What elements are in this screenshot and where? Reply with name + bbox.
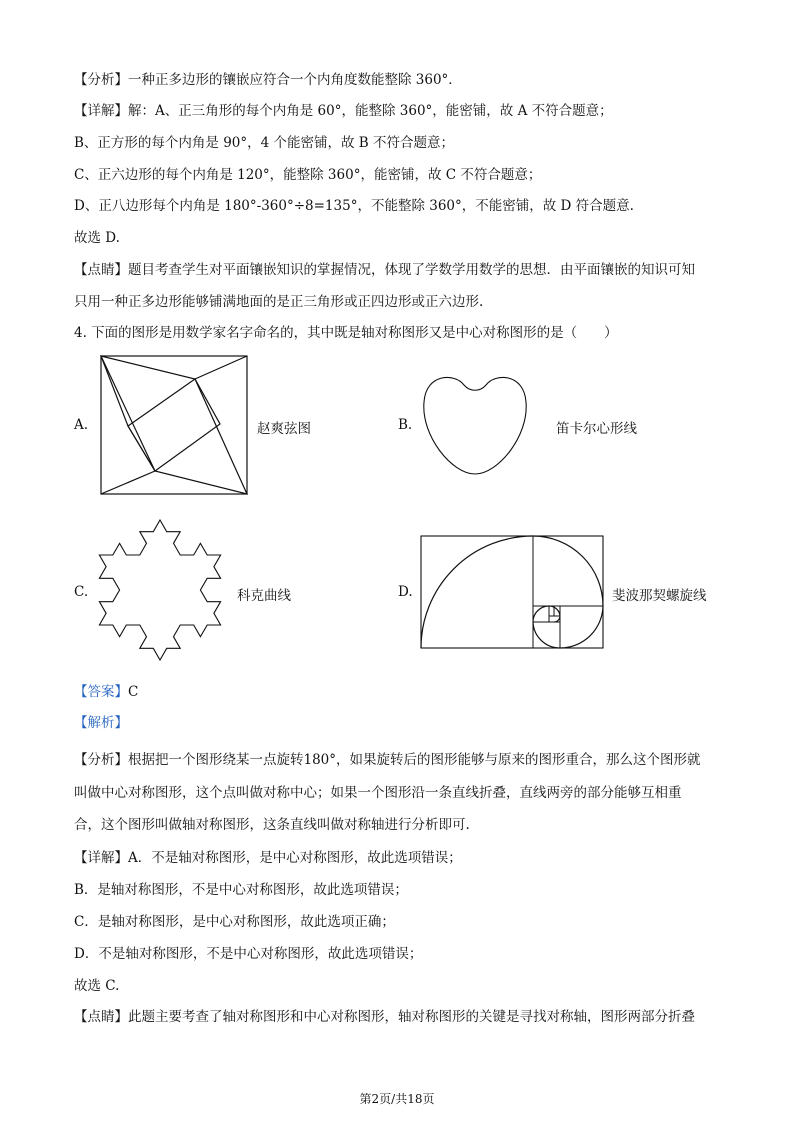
solution-choice: 故选 C. [74,978,120,994]
solution-analysis-1: 【分析】根据把一个图形绕某一点旋转180°，如果旋转后的图形能够与原来的图形重合，那么这个图形就 [74,752,701,768]
answer-tag: 【答案】 [74,684,128,700]
detail-line-d: D、正八边形每个内角是 180°-360°÷8=135°，不能整除 360°，不能密铺，故 D 符合题意. [74,198,634,214]
answer-value: C [128,684,139,700]
cardioid-figure [420,370,530,478]
option-b-name: 笛卡尔心形线 [556,421,637,437]
option-a-name: 赵爽弦图 [257,421,311,437]
fibonacci-spiral-figure [420,535,604,649]
option-b-label: B. [398,417,413,433]
option-c-label: C. [74,584,89,600]
zhao-shuang-figure [100,355,250,497]
detail-line-c: C、正六边形的每个内角是 120°，能整除 360°，能密铺，故 C 不符合题意； [74,167,542,183]
analysis-line: 【分析】一种正多边形的镶嵌应符合一个内角度数能整除 360°． [74,72,462,88]
option-d-name: 斐波那契螺旋线 [612,588,707,604]
remark-line-2: 只用一种正多边形能够铺满地面的是正三角形或正四边形或正六边形. [74,294,484,310]
solution-detail-b: B．是轴对称图形，不是中心对称图形，故此选项错误； [74,882,408,898]
solution-remark: 【点睛】此题主要考查了轴对称图形和中心对称图形，轴对称图形的关键是寻找对称轴，图形两部分折叠 [74,1009,695,1025]
detail-line-a: 【详解】解：A、正三角形的每个内角是 60°，能整除 360°，能密铺，故 A 不符合题意； [74,103,613,119]
option-c-name: 科克曲线 [237,588,291,604]
remark-line-1: 【点睛】题目考查学生对平面镶嵌知识的掌握情况，体现了学数学用数学的思想．由平面镶嵌的知识可知 [74,262,695,278]
solution-detail-a: 【详解】A．不是轴对称图形，是中心对称图形，故此选项错误； [74,850,462,866]
choice-line: 故选 D. [74,230,120,246]
page-footer: 第2页/共18页 [359,1092,435,1106]
koch-snowflake-figure [95,518,225,662]
solution-detail-c: C．是轴对称图形，是中心对称图形，故此选项正确； [74,914,395,930]
solution-detail-d: D．不是轴对称图形，不是中心对称图形，故此选项错误； [74,946,423,962]
solution-analysis-2: 叫做中心对称图形，这个点叫做对称中心；如果一个图形沿一条直线折叠，直线两旁的部分能够互相重 [74,785,682,801]
answer-line [74,682,138,702]
question-4-stem: 4. 下面的图形是用数学家名字命名的，其中既是轴对称图形又是中心对称图形的是（ ） [74,325,618,341]
solution-analysis-3: 合，这个图形叫做轴对称图形，这条直线叫做对称轴进行分析即可. [74,817,470,833]
option-d-label: D. [398,584,413,600]
option-a-label: A. [74,417,89,433]
analysis-tag: 【解析】 [74,715,128,731]
detail-line-b: B、正方形的每个内角是 90°，4 个能密铺，故 B 不符合题意； [74,135,455,151]
